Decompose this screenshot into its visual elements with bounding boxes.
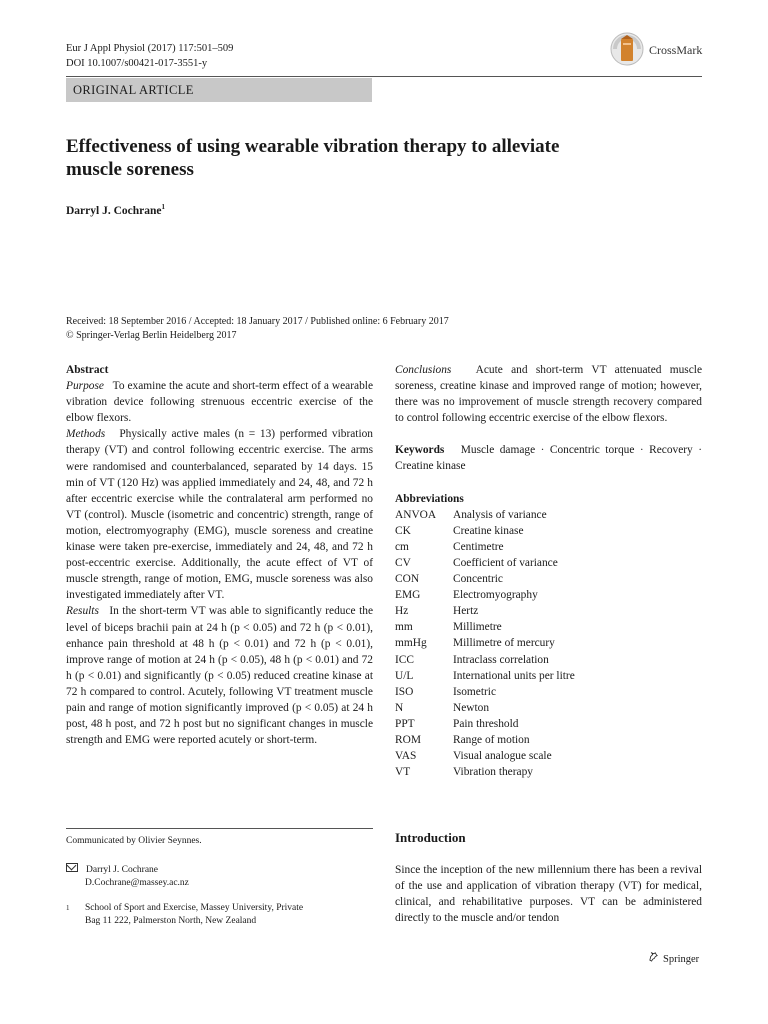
publisher-name: Springer xyxy=(663,954,700,965)
conclusions-label: Conclusions xyxy=(395,364,452,376)
methods-label: Methods xyxy=(66,428,106,441)
purpose-text: To examine the acute and short-term effect of a wearable vibration device following strenuous eccentric exercise of the elbow flexors. xyxy=(66,380,374,425)
keywords-text: Muscle damage · Concentric torque · Recovery · Creatine kinase xyxy=(395,444,703,473)
journal-reference xyxy=(66,41,233,71)
abbreviation-row xyxy=(395,555,575,571)
abbreviation-row xyxy=(395,700,575,716)
abbreviation-term: ANVOA xyxy=(395,508,437,521)
introduction-heading: Introduction xyxy=(395,830,466,845)
abbreviation-term: EMG xyxy=(395,589,421,602)
abbreviation-term: ICC xyxy=(395,653,414,666)
title-line-2: muscle soreness xyxy=(66,159,194,180)
abbreviation-row xyxy=(395,571,575,587)
springer-footer xyxy=(648,951,699,965)
abbreviation-row xyxy=(395,732,575,748)
abbreviation-term: VT xyxy=(395,766,411,779)
abbreviation-meaning: Intraclass correlation xyxy=(453,653,549,666)
springer-horse-icon xyxy=(648,951,659,962)
abbreviation-row xyxy=(395,619,575,635)
abbreviation-term: CON xyxy=(395,573,420,586)
author-affiliation-marker: 1 xyxy=(161,203,165,211)
abbreviation-meaning: Newton xyxy=(453,701,490,714)
right-column xyxy=(395,362,702,780)
abbreviation-term: VAS xyxy=(395,750,417,763)
abbreviation-meaning: Vibration therapy xyxy=(453,766,533,779)
abbreviation-term: CV xyxy=(395,556,411,569)
affil-marker: 1 xyxy=(66,904,70,912)
envelope-icon xyxy=(66,863,78,872)
keywords-label: Keywords xyxy=(395,444,445,457)
article-type-banner: ORIGINAL ARTICLE xyxy=(66,78,372,102)
abbreviation-row xyxy=(395,539,575,555)
abstract-methods xyxy=(66,426,373,603)
abbreviation-term: CK xyxy=(395,524,411,537)
doi-link[interactable]: DOI 10.1007/s00421-017-3551-y xyxy=(66,58,208,69)
author-name[interactable]: Darryl J. Cochrane xyxy=(66,204,162,217)
abbreviation-term: Hz xyxy=(395,605,409,618)
abbreviation-term: N xyxy=(395,701,404,714)
abbreviation-row xyxy=(395,668,575,684)
abbreviation-meaning: Pain threshold xyxy=(453,717,519,730)
abbreviation-row xyxy=(395,652,575,668)
affil-line-2: Bag 11 222, Palmerston North, New Zealand xyxy=(85,916,257,926)
abstract-section xyxy=(66,362,373,748)
abbreviation-meaning: Range of motion xyxy=(453,733,530,746)
abbreviation-meaning: Isometric xyxy=(453,685,497,698)
abstract-purpose xyxy=(66,378,373,426)
crossmark-badge[interactable] xyxy=(609,31,709,69)
article-title xyxy=(66,135,666,181)
abbreviation-meaning: Analysis of variance xyxy=(453,508,547,521)
conclusions-text: Acute and short-term VT attenuated muscle soreness, creatine kinase and improved range of motion; however, there was no improvement of muscle strength recovery compared to control following eccentric exercise of the elbow flexors. xyxy=(395,364,702,425)
abbreviation-meaning: Millimetre xyxy=(453,621,502,634)
abstract-conclusions xyxy=(395,362,702,426)
abbreviation-meaning: International units per litre xyxy=(453,669,575,682)
crossmark-icon xyxy=(609,31,645,67)
header-divider xyxy=(66,76,702,77)
publication-dates xyxy=(66,315,449,342)
purpose-label: Purpose xyxy=(66,380,104,393)
abbreviation-term: mmHg xyxy=(395,637,427,650)
dates-line: Received: 18 September 2016 / Accepted: 18 January 2017 / Published online: 6 February 2017 xyxy=(66,316,449,327)
abbreviation-meaning: Concentric xyxy=(453,573,503,586)
results-label: Results xyxy=(66,605,99,618)
abbreviation-term: cm xyxy=(395,540,409,553)
corresponding-author xyxy=(66,863,189,890)
affil-line-1: School of Sport and Exercise, Massey University, Private xyxy=(85,903,304,913)
abbreviation-meaning: Visual analogue scale xyxy=(453,750,552,763)
abstract-results xyxy=(66,603,373,748)
corresp-name: Darryl J. Cochrane xyxy=(86,865,159,875)
abbreviation-row xyxy=(395,764,575,780)
keywords xyxy=(395,442,702,474)
abbreviation-meaning: Electromyography xyxy=(453,589,538,602)
abbreviation-row xyxy=(395,587,575,603)
abbreviation-row xyxy=(395,684,575,700)
abbreviation-row xyxy=(395,635,575,651)
title-line-1: Effectiveness of using wearable vibration therapy to alleviate xyxy=(66,136,560,157)
abbreviation-term: ISO xyxy=(395,685,414,698)
copyright-line: © Springer-Verlag Berlin Heidelberg 2017 xyxy=(66,329,237,341)
abbreviation-term: U/L xyxy=(395,669,414,682)
abbreviation-row xyxy=(395,716,575,732)
affiliation xyxy=(66,902,303,928)
abbreviation-row xyxy=(395,507,575,523)
corresp-email[interactable]: D.Cochrane@massey.ac.nz xyxy=(85,878,189,888)
abbreviation-meaning: Hertz xyxy=(453,605,479,618)
introduction-text: Since the inception of the new millennium there has been a revival of the use and application of vibration therapy (VT) for medical, clinical, and rehabilitative purposes. VT can be administered directly to the muscle and/or tendon xyxy=(395,864,702,925)
journal-citation: Eur J Appl Physiol (2017) 117:501–509 xyxy=(66,43,234,54)
abbreviation-meaning: Millimetre of mercury xyxy=(453,637,555,650)
abbreviation-term: ROM xyxy=(395,733,421,746)
methods-text: Physically active males (n = 13) performed vibration therapy (VT) and control following eccentric exercise. The arms were randomised and counterbalanced, separated by 14 days. 15 min of VT (120 Hz) was applied immediately and 24, 48, and 72 h after eccentric exercise while the contralateral arm performed no VT (control). Muscle (isometric and concentric) strength, range of motion, electromyography (EMG), muscle soreness and creatine kinase were taken pre-exercise, immediately and 24, 48, and 72 h post-eccentric exercise. Additionally, the acute effect of VT of muscle strength, range of motion, EMG, muscle soreness was also investigated immediately after VT. xyxy=(66,428,374,602)
abbreviation-term: PPT xyxy=(395,717,415,730)
abbreviation-meaning: Creatine kinase xyxy=(453,524,524,537)
abbreviation-term: mm xyxy=(395,621,413,634)
abbreviations-heading: Abbreviations xyxy=(395,492,464,505)
footnote-divider xyxy=(66,828,373,829)
abbreviation-row xyxy=(395,748,575,764)
crossmark-label: CrossMark xyxy=(649,43,703,57)
results-text: In the short-term VT was able to significantly reduce the level of biceps brachii pain at 24 h (p < 0.05) and 72 h (p < 0.01), enhance pain threshold at 48 h (p < 0.01) and 72 h (p < 0.01), improve range of motion at 24 h (p < 0.05), 48 h (p < 0.01) and 72 h (p < 0.01) and significantly (p < 0.05) reduced creatine kinase at 72 h compared to control. Acutely, following VT treatment muscle pain and range of motion significantly improved (p < 0.05) at 24 h post, 48 h post, and 72 h post but no significant changes in muscle strength and EMG were reported acutely or short-term. xyxy=(66,605,373,747)
author-line xyxy=(66,203,165,217)
abbreviation-row xyxy=(395,523,575,539)
abbreviation-meaning: Coefficient of variance xyxy=(453,556,558,569)
abbreviation-meaning: Centimetre xyxy=(453,540,504,553)
abbreviations-table xyxy=(395,507,575,781)
communicated-by: Communicated by Olivier Seynnes. xyxy=(66,836,202,846)
abbreviation-row xyxy=(395,603,575,619)
abstract-heading: Abstract xyxy=(66,364,109,376)
